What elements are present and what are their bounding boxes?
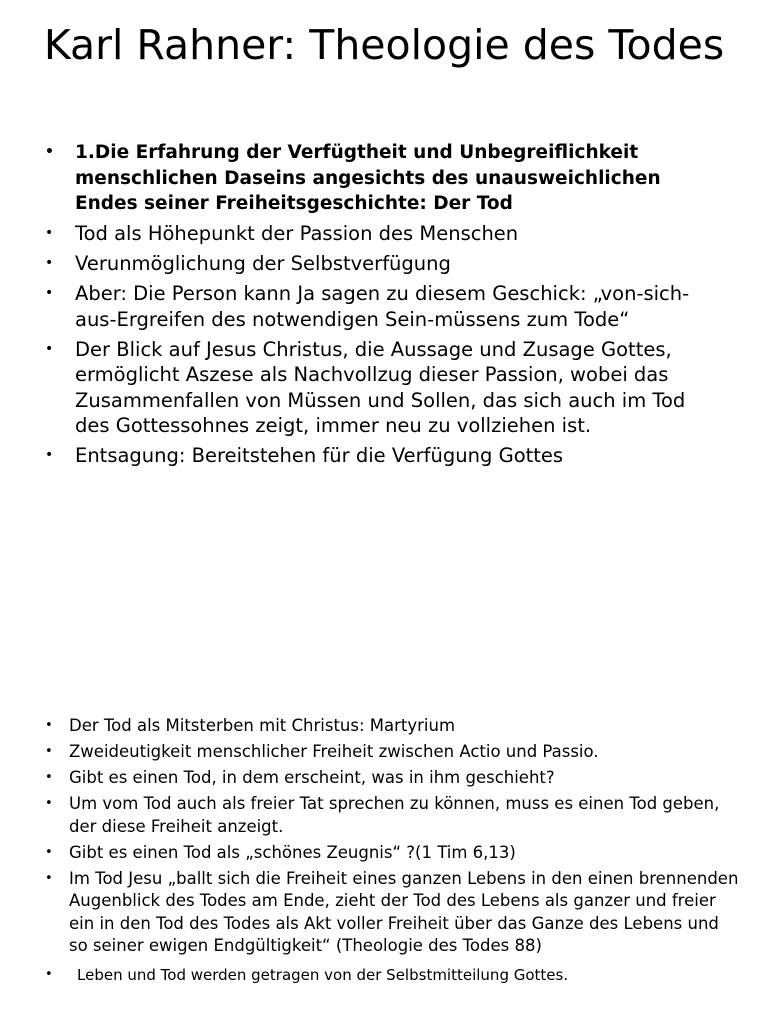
bullet-icon: • bbox=[45, 255, 54, 271]
slide1-bullet-list bbox=[45, 140, 715, 473]
list-item-text: Zweideutigkeit menschlicher Freiheit zwischen Actio und Passio. bbox=[69, 742, 599, 761]
list-item bbox=[45, 443, 715, 469]
list-item bbox=[45, 715, 739, 738]
slide2-bullet-list bbox=[45, 715, 739, 990]
bullet-icon: • bbox=[45, 225, 54, 241]
list-item-text: Gibt es einen Tod als „schönes Zeugnis“ ?(1 Tim 6,13) bbox=[69, 842, 516, 862]
bullet-icon: • bbox=[45, 340, 54, 357]
bullet-icon: • bbox=[45, 285, 54, 301]
list-item-text: Der Tod als Mitsterben mit Christus: Martyrium bbox=[69, 716, 456, 735]
slide-title: Karl Rahner: Theologie des Todes bbox=[43, 21, 725, 69]
list-item-text: Der Blick auf Jesus Christus, die Aussage und Zusage Gottes, ermöglicht Aszese als Nachvollzug dieser Passion, wobei das Zusammenfallen von Müssen und Sollen, das sich auch im Tod des Gottessohnes zeigt, immer neu zu vollziehen ist. bbox=[75, 337, 686, 437]
bullet-icon: • bbox=[45, 718, 53, 733]
bullet-icon: • bbox=[45, 447, 54, 463]
list-item bbox=[45, 140, 715, 217]
list-item bbox=[45, 281, 715, 332]
bullet-icon: • bbox=[45, 796, 53, 811]
list-item bbox=[45, 842, 739, 865]
list-item bbox=[45, 793, 739, 838]
list-item bbox=[45, 741, 739, 764]
list-item bbox=[45, 964, 739, 987]
list-item-text: Um vom Tod auch als freier Tat sprechen zu können, muss es einen Tod geben, der diese Freiheit anzeigt. bbox=[69, 794, 720, 836]
list-item-text: Aber: Die Person kann Ja sagen zu diesem Geschick: „von-sich-aus-Ergreifen des notwendigen Sein-müssens zum Tode“ bbox=[75, 282, 690, 331]
list-item-text: Verunmöglichung der Selbstverfügung bbox=[75, 252, 451, 275]
list-item bbox=[45, 868, 739, 958]
list-item-text: Im Tod Jesu „ballt sich die Freiheit eines ganzen Lebens in den einen brennenden Augenblick des Todes am Ende, zieht der Tod des Lebens als ganzer und freier ein in den Tod des Todes als Akt voller Freiheit über das Ganze des Lebens und so seiner ewigen Endgültigkeit“ (Theologie des Todes 88) bbox=[69, 868, 739, 955]
list-item-text: 1.Die Erfahrung der Verfügtheit und Unbegreiflichkeit menschlichen Daseins angesichts des unausweichlichen Endes seiner Freiheitsgeschichte: Der Tod bbox=[75, 142, 661, 214]
list-item bbox=[45, 221, 715, 247]
list-item-text: Tod als Höhepunkt der Passion des Menschen bbox=[75, 222, 519, 245]
list-item bbox=[45, 337, 715, 439]
bullet-icon: • bbox=[45, 144, 54, 160]
list-item-text: Gibt es einen Tod, in dem erscheint, was in ihm geschieht? bbox=[69, 768, 555, 787]
bullet-icon: • bbox=[45, 966, 53, 982]
list-item bbox=[45, 251, 715, 277]
bullet-icon: • bbox=[45, 770, 53, 785]
bullet-icon: • bbox=[45, 744, 53, 759]
bullet-icon: • bbox=[45, 844, 53, 860]
list-item-text: Leben und Tod werden getragen von der Selbstmitteilung Gottes. bbox=[77, 965, 569, 984]
bullet-icon: • bbox=[45, 870, 53, 886]
list-item bbox=[45, 767, 739, 790]
list-item-text: Entsagung: Bereitstehen für die Verfügung Gottes bbox=[75, 444, 564, 467]
